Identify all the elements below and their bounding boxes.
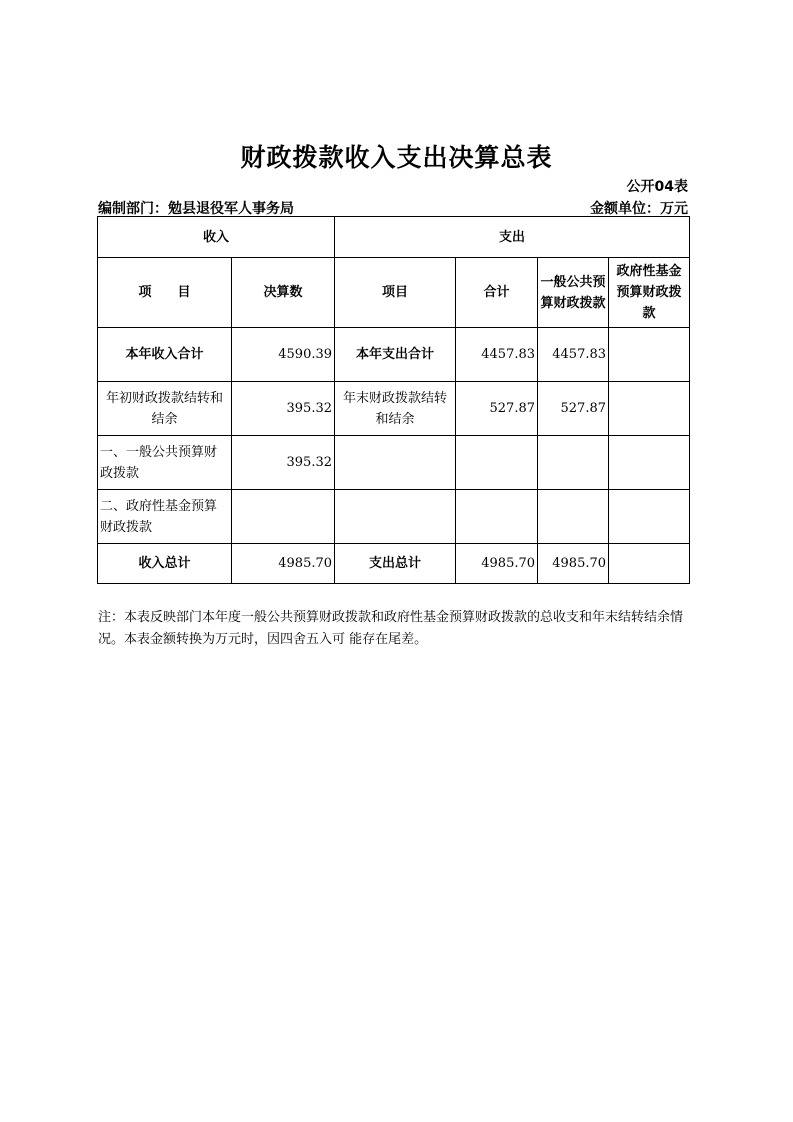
income-item: 本年收入合计 (98, 328, 232, 382)
expense-item (335, 490, 456, 544)
table-row (98, 544, 690, 584)
income-amount: 395.32 (232, 382, 335, 436)
income-amount (232, 490, 335, 544)
expense-fund (609, 544, 690, 584)
header-row-sub (98, 258, 690, 328)
expense-total (456, 436, 538, 490)
income-amount: 395.32 (232, 436, 335, 490)
income-item: 二、政府性基金预算财政拨款 (98, 490, 232, 544)
expense-fund (609, 328, 690, 382)
expense-item: 支出总计 (335, 544, 456, 584)
expense-fund (609, 382, 690, 436)
income-item: 年初财政拨款结转和结余 (98, 382, 232, 436)
expense-total: 527.87 (456, 382, 538, 436)
expense-general-header: 一般公共预算财政拨款 (538, 258, 609, 328)
table-row (98, 490, 690, 544)
expense-total (456, 490, 538, 544)
table-row (98, 382, 690, 436)
form-number: 公开04表 (626, 179, 688, 195)
expense-fund-header: 政府性基金预算财政拨款 (609, 258, 690, 328)
table-row (98, 328, 690, 382)
table-row (98, 436, 690, 490)
expense-total: 4457.83 (456, 328, 538, 382)
income-amount: 4590.39 (232, 328, 335, 382)
expense-general (538, 436, 609, 490)
expense-fund (609, 436, 690, 490)
expense-item (335, 436, 456, 490)
income-header: 收入 (98, 217, 335, 258)
expense-item-header: 项目 (335, 258, 456, 328)
expense-item: 年末财政拨款结转和结余 (335, 382, 456, 436)
department-label: 编制部门：勉县退役军人事务局 (98, 201, 294, 217)
income-amount: 4985.70 (232, 544, 335, 584)
income-item-header: 项 目 (98, 258, 232, 328)
header-row-top (98, 217, 690, 258)
income-amount-header: 决算数 (232, 258, 335, 328)
footnote: 注：本表反映部门本年度一般公共预算财政拨款和政府性基金预算财政拨款的总收支和年末结转结余情况。本表金额转换为万元时，因四舍五入可 能存在尾差。 (98, 610, 684, 647)
report-table (97, 216, 690, 584)
expense-general: 4985.70 (538, 544, 609, 584)
expense-header: 支出 (335, 217, 690, 258)
report-title: 财政拨款收入支出决算总表 (240, 143, 553, 172)
income-item: 收入总计 (98, 544, 232, 584)
expense-fund (609, 490, 690, 544)
expense-total-header: 合计 (456, 258, 538, 328)
expense-general: 527.87 (538, 382, 609, 436)
expense-item: 本年支出合计 (335, 328, 456, 382)
income-item: 一、一般公共预算财政拨款 (98, 436, 232, 490)
unit-label: 金额单位：万元 (590, 201, 688, 217)
expense-total: 4985.70 (456, 544, 538, 584)
expense-general (538, 490, 609, 544)
expense-general: 4457.83 (538, 328, 609, 382)
